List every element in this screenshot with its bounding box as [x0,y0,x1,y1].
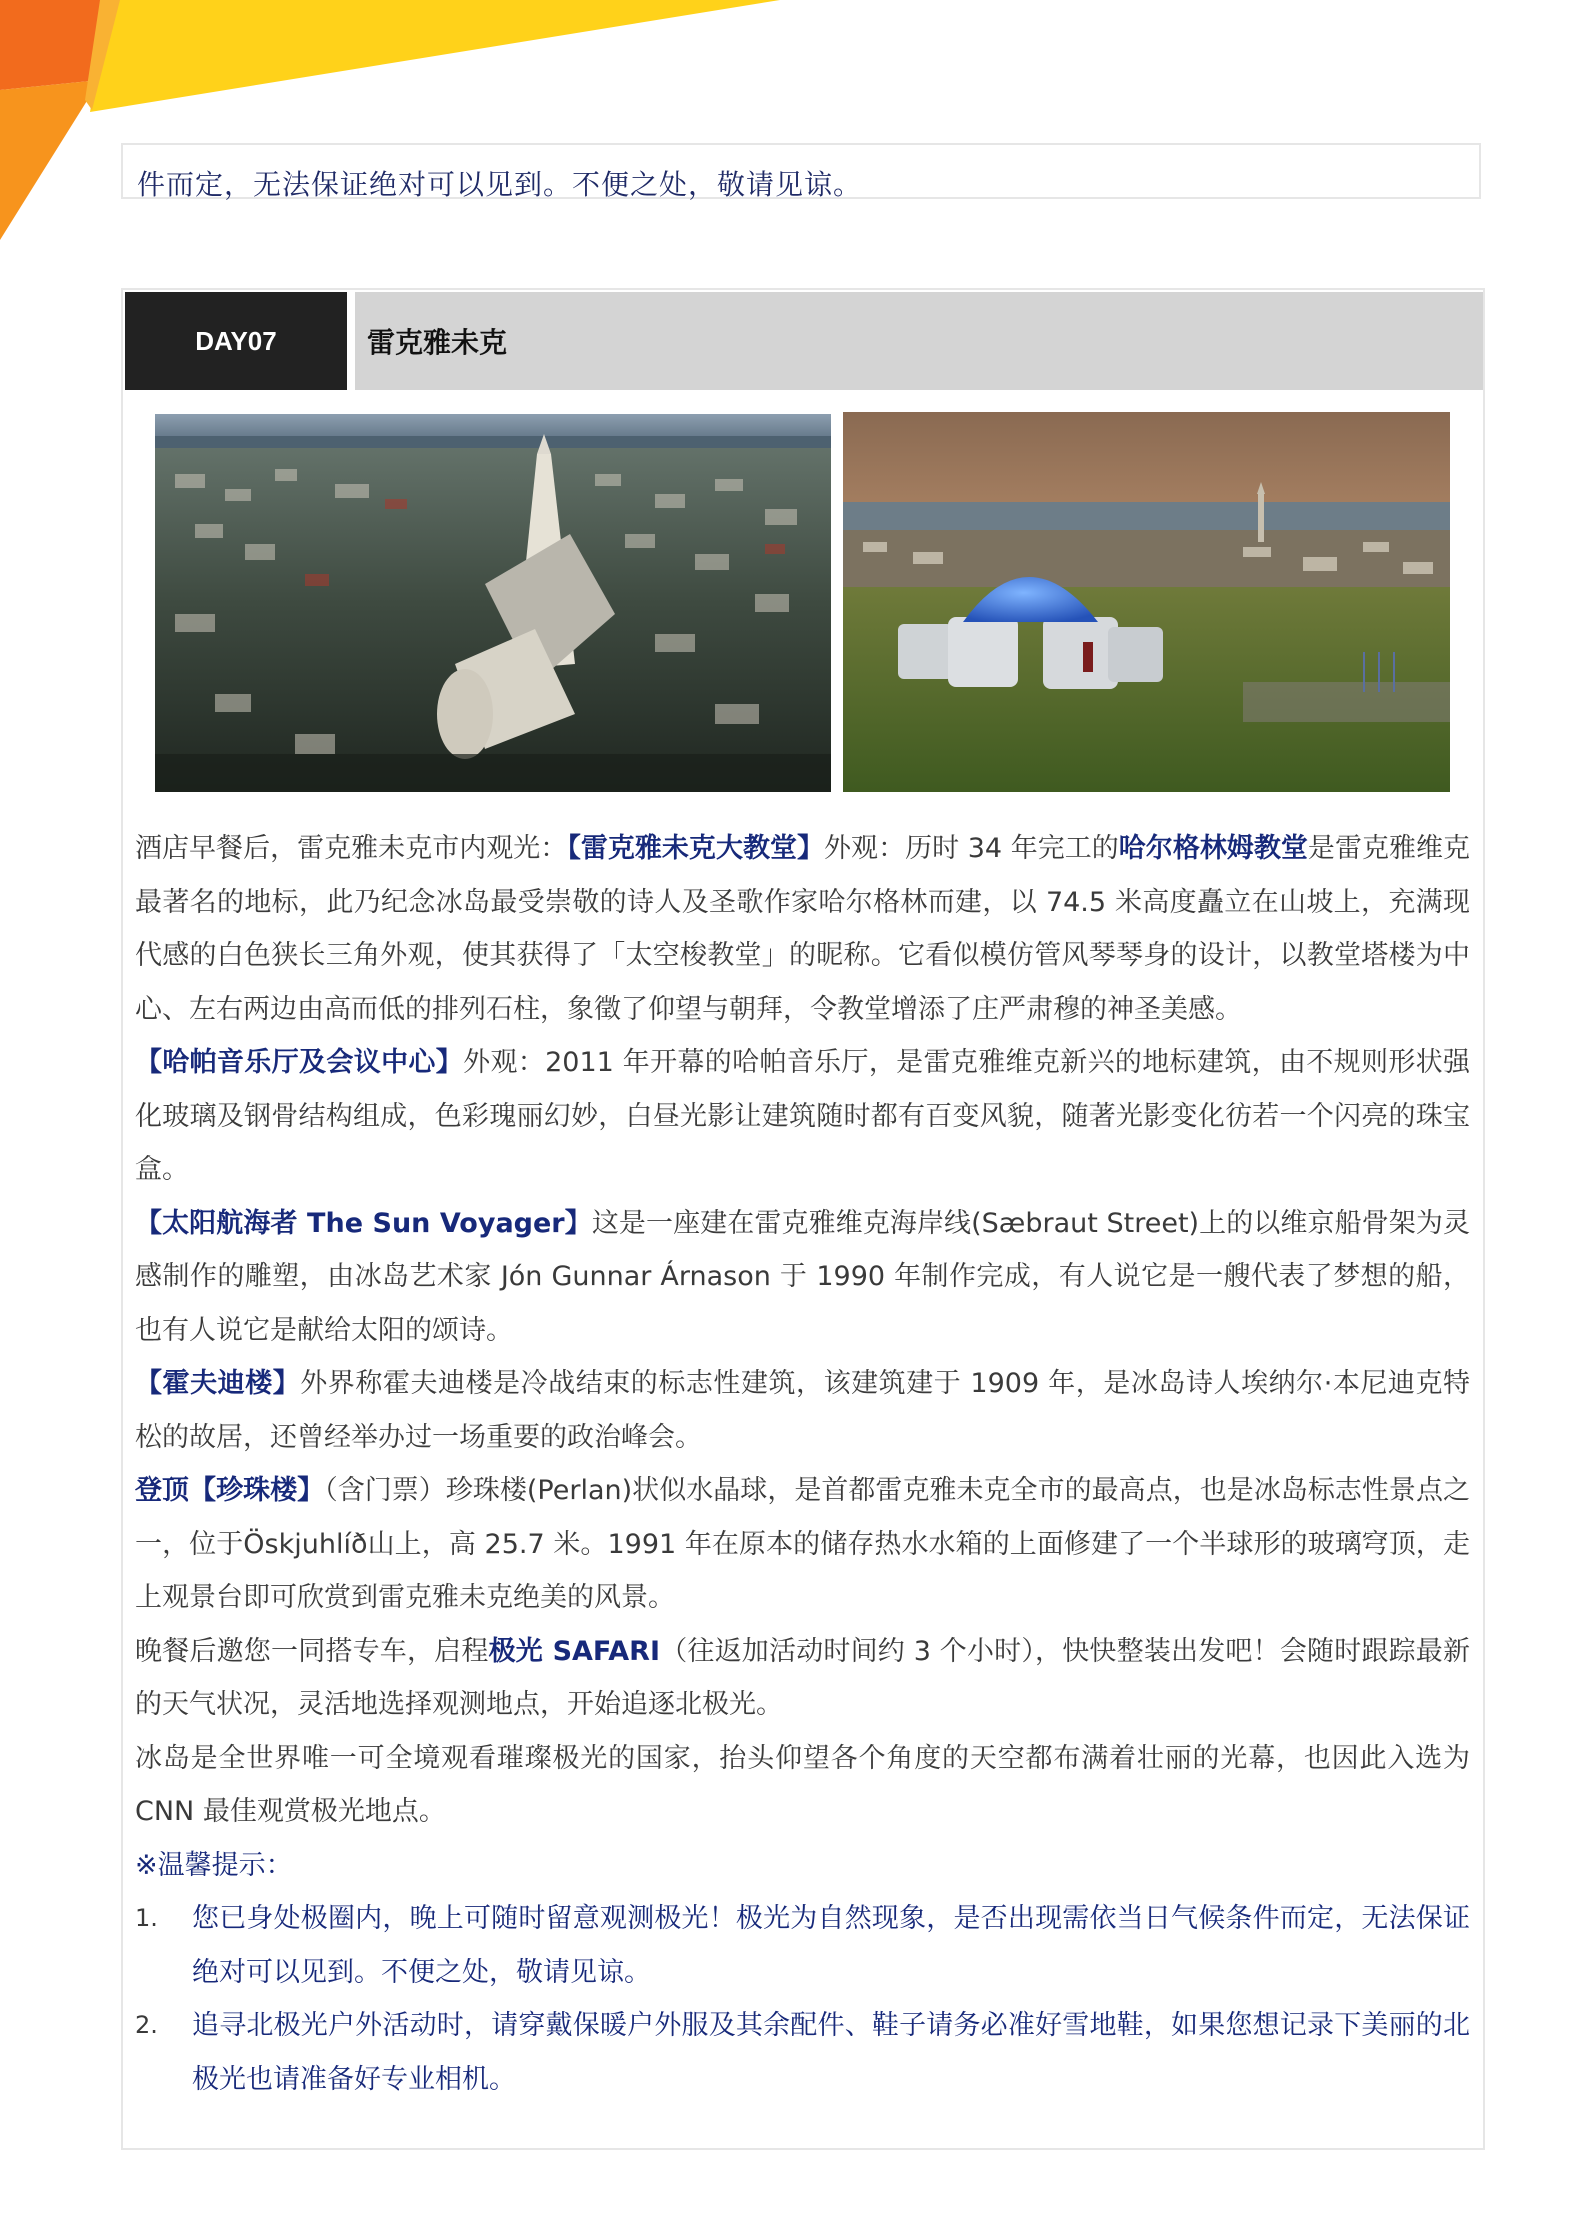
day-header [125,292,1483,390]
highlight-hofdi: 【霍夫迪楼】 [135,1368,301,1399]
paragraph-hallgrimskirkja: 酒店早餐后，雷克雅未克市内观光：【雷克雅未克大教堂】外观：历时 34 年完工的哈尔格林姆教堂是雷克雅维克最著名的地标，此乃纪念冰岛最受崇敬的诗人及圣歌作家哈尔格林而建，以 74.5 米高度矗立在山坡上，充满现代感的白色狭长三角外观，使其获得了「太空梭教堂」的昵称。它看似模仿管风琴琴身的设计，以教堂塔楼为中心、左右两边由高而低的排列石柱，象徵了仰望与朝拜，令教堂增添了庄严肃穆的神圣美感。 [135,833,1471,1025]
paragraph-aurora-safari: 晚餐后邀您一同搭专车，启程极光 SAFARI（往返加活动时间约 3 个小时），快快整装出发吧！会随时跟踪最新的天气状况，灵活地选择观测地点，开始追逐北极光。 [135,1635,1471,1720]
photo-hallgrimskirkja [155,414,831,792]
tips-title: ※温馨提示： [135,1849,293,1881]
highlight-sun-voyager: 【太阳航海者 The Sun Voyager】 [135,1207,592,1239]
paragraph-harpa: 【哈帕音乐厅及会议中心】外观：2011 年开幕的哈帕音乐厅，是雷克雅维克新兴的地标建筑，由不规则形状强化玻璃及钢骨结构组成，色彩瑰丽幻妙，白昼光影让建筑随时都有百变风貌，随著光影变化彷若一个闪亮的珠宝盒。 [135,1047,1471,1185]
highlight-aurora-safari: 极光 SAFARI [488,1635,661,1667]
paragraph-sun-voyager: 【太阳航海者 The Sun Voyager】这是一座建在雷克雅维克海岸线(Sæbraut Street)上的以维京船骨架为灵感制作的雕塑，由冰岛艺术家 Jón Gunnar Árnason 于 1990 年制作完成，有人说它是一艘代表了梦想的船，也有人说它是献给太阳的颂诗。 [135,1207,1470,1346]
photo-perlan [843,412,1450,792]
carry-over-text: 件而定，无法保证绝对可以见到。不便之处，敬请见谅。 [137,168,863,201]
paragraph-perlan: 登顶【珍珠楼】（含门票）珍珠楼(Perlan)状似水晶球，是首都雷克雅未克全市的最高点，也是冰岛标志性景点之一，位于Öskjuhlíð山上，高 25.7 米。1991 年在原本的储存热水水箱的上面修建了一个半球形的玻璃穹顶，走上观景台即可欣赏到雷克雅未克绝美的风景。 [135,1475,1470,1613]
day-title: 雷克雅未克 [367,326,508,359]
day-number: DAY07 [125,292,347,390]
tip-item: 2. 追寻北极光户外活动时，请穿戴保暖户外服及其余配件、鞋子请务必准好雪地鞋，如果您想记录下美丽的北极光也请准备好专业相机。 [135,2010,1470,2095]
highlight-harpa: 【哈帕音乐厅及会议中心】 [135,1047,464,1078]
paragraph-iceland-aurora: 冰岛是全世界唯一可全境观看璀璨极光的国家，抬头仰望各个角度的天空都布满着壮丽的光幕，也因此入选为 CNN 最佳观赏极光地点。 [135,1742,1470,1827]
highlight-perlan: 登顶【珍珠楼】 [135,1475,325,1506]
corner-decoration [0,0,800,260]
tip-item: 1. 您已身处极圈内，晚上可随时留意观测极光！极光为自然现象，是否出现需依当日气候条件而定，无法保证绝对可以见到。不便之处，敬请见谅。 [135,1903,1470,1988]
tips-list [135,1892,1470,2106]
day-description [135,822,1470,2106]
highlight-cathedral: 【雷克雅未克大教堂】 [567,833,825,864]
highlight-hallgrimskirkja: 哈尔格林姆教堂 [1118,833,1308,864]
paragraph-hofdi: 【霍夫迪楼】外界称霍夫迪楼是冷战结束的标志性建筑，该建筑建于 1909 年，是冰岛诗人埃纳尔·本尼迪克特松的故居，还曾经举办过一场重要的政治峰会。 [135,1368,1470,1453]
carry-over-note [121,143,1481,199]
